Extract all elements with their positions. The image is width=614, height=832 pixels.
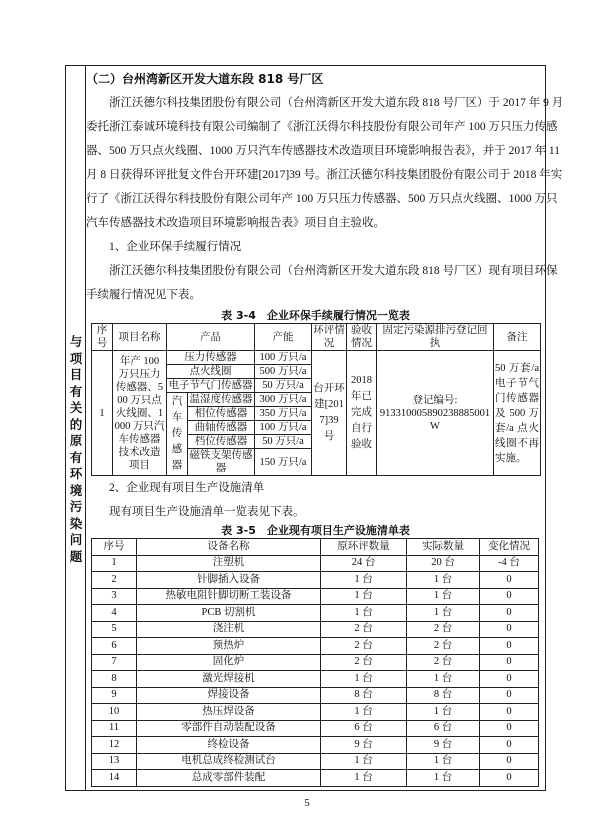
header-cell: 变化情况	[480, 539, 539, 556]
table-cell: 1 台	[407, 572, 480, 589]
paragraph-3: 现有项目生产设施清单一览表见下表。	[86, 506, 305, 518]
text-line: 浙江沃德尔科技集团股份有限公司（台州湾新区开发大道东段 818 号厂区）现有项目环保	[86, 265, 558, 277]
cell-registration	[377, 351, 494, 476]
table-cell: 终检设备	[137, 737, 321, 754]
header-cell: 序号	[92, 539, 137, 556]
table-cell: 13	[92, 753, 137, 770]
cell-no: 1	[92, 351, 113, 476]
cell-group-label: 汽车传感器	[167, 393, 188, 476]
table-cell: 焊接设备	[137, 687, 321, 704]
table-cell: 1 台	[321, 605, 407, 622]
text-line: 月 8 日获得环评批复文件台开环建[2017]39 号。浙江沃德尔科技集团股份有限公司于 2018 年实	[86, 169, 563, 181]
table-cell: 2 台	[407, 654, 480, 671]
table-row	[92, 704, 539, 721]
table-cell: 0	[480, 671, 539, 688]
cell-eia: 台开环建[2017]39 号	[312, 351, 347, 476]
table-cell: 14	[92, 770, 137, 787]
header-no: 序号	[92, 324, 113, 351]
text-line: 委托浙江泰诚环境科技有限公司编制了《浙江沃得尔科技股份有限公司年产 100 万只压力传感	[86, 121, 558, 133]
table-cell: 1 台	[321, 671, 407, 688]
table-cell: 7	[92, 654, 137, 671]
table-cell: 针脚插入设备	[137, 572, 321, 589]
table-cell: 9	[92, 687, 137, 704]
table-3-5	[91, 538, 539, 787]
table-row	[92, 588, 539, 605]
table-cell: 零部件自动装配设备	[137, 720, 321, 737]
cell-capacity: 100 万只/a	[255, 351, 312, 365]
header-acceptance: 验收情况	[347, 324, 377, 351]
text-line: 器、500 万只点火线圈、1000 万只汽车传感器技术改造项目环境影响报告表》，并于 2017 年 11	[86, 145, 560, 157]
cell-capacity: 50 万只/a	[255, 435, 312, 449]
table-cell: 1 台	[321, 770, 407, 787]
table-cell: PCB 切割机	[137, 605, 321, 622]
table-cell: 3	[92, 588, 137, 605]
table-cell: 0	[480, 770, 539, 787]
table-cell: 热压焊设备	[137, 704, 321, 721]
table-row	[92, 605, 539, 622]
cell-product: 电子节气门传感器	[168, 380, 253, 391]
table-cell: 4	[92, 605, 137, 622]
table-cell: 8 台	[407, 687, 480, 704]
header-eia: 环评情况	[313, 325, 345, 349]
table-cell: 2 台	[407, 621, 480, 638]
cell-product: 曲轴传感器	[188, 421, 255, 435]
table-cell: 0	[480, 621, 539, 638]
table-cell: 0	[480, 638, 539, 655]
table-cell: 固化炉	[137, 654, 321, 671]
table-cell: 0	[480, 654, 539, 671]
registration-label: 登记编号:	[412, 394, 458, 406]
table-cell: 热敏电阻针脚切断工装设备	[137, 588, 321, 605]
text-line: 手续履行情况见下表。	[86, 289, 201, 301]
section-heading: （二）台州湾新区开发大道东段 818 号厂区	[86, 72, 324, 86]
cell-capacity: 100 万只/a	[255, 421, 312, 435]
cell-acceptance: 2018 年已完成自行验收	[347, 351, 377, 476]
page-content	[86, 67, 564, 787]
text-line: 行了《浙江沃得尔科技股份有限公司年产 100 万只压力传感器、500 万只点火线圈、1000 万只	[86, 193, 558, 205]
cell-capacity: 300 万只/a	[255, 393, 312, 407]
text-line: 汽车传感器技术改造项目环境影响报告表》项目自主验收。	[86, 217, 385, 229]
cell-product: 温湿度传感器	[189, 394, 253, 405]
table-row	[92, 654, 539, 671]
table-cell: 1 台	[321, 753, 407, 770]
table-cell: 6 台	[321, 720, 407, 737]
table-cell: 1 台	[321, 588, 407, 605]
table-cell: 9 台	[407, 737, 480, 754]
cell-remark: 50 万套/a 电子节气门传感器及 500 万套/a 点火线圈不再实施。	[494, 351, 541, 476]
table-cell: 12	[92, 737, 137, 754]
table-3-4-caption: 表 3-4 企业环保手续履行情况一览表	[221, 309, 410, 322]
table-cell: 2	[92, 572, 137, 589]
cell-capacity: 350 万只/a	[255, 407, 312, 421]
table-cell: 1 台	[407, 770, 480, 787]
side-title: 与项目有关的原有环境污染问题	[69, 334, 83, 564]
table-cell: 1 台	[321, 704, 407, 721]
table-row	[92, 638, 539, 655]
paragraph-1	[86, 91, 564, 235]
table-cell: 11	[92, 720, 137, 737]
table-row	[92, 555, 539, 572]
table-cell: 2 台	[407, 638, 480, 655]
product-row	[92, 351, 541, 365]
table-cell: 0	[480, 605, 539, 622]
table-cell: 注塑机	[137, 555, 321, 572]
header-remark: 备注	[494, 324, 541, 351]
table-cell: 6	[92, 638, 137, 655]
table-cell: -4 台	[480, 555, 539, 572]
table-cell: 0	[480, 753, 539, 770]
table-cell: 激光焊接机	[137, 671, 321, 688]
table-cell: 2 台	[321, 654, 407, 671]
table-cell: 1 台	[407, 671, 480, 688]
table-cell: 8	[92, 671, 137, 688]
table-cell: 1 台	[407, 588, 480, 605]
cell-product: 点火线圈	[167, 365, 255, 379]
header-cell: 原环评数量	[321, 539, 407, 556]
table-cell: 9 台	[321, 737, 407, 754]
table-cell: 1 台	[407, 753, 480, 770]
table-cell: 2 台	[321, 621, 407, 638]
table-cell: 0	[480, 737, 539, 754]
cell-project: 年产 100 万只压力传感器、500 万只点火线圈、1000 万只汽车传感器技术改造项目	[113, 351, 167, 476]
header-registration: 固定污染源排污登记回执	[377, 324, 494, 351]
table-cell: 10	[92, 704, 137, 721]
header-project: 项目名称	[113, 324, 167, 351]
subheading-2: 2、企业现有项目生产设施清单	[86, 482, 265, 494]
header-product: 产品	[167, 324, 255, 351]
table-cell: 8 台	[321, 687, 407, 704]
cell-product: 相位传感器	[188, 407, 255, 421]
subheading-1: 1、企业环保手续履行情况	[86, 241, 242, 253]
table-row	[92, 770, 539, 787]
header-cell: 设备名称	[137, 539, 321, 556]
cell-product: 压力传感器	[167, 351, 255, 365]
table-cell: 0	[480, 720, 539, 737]
cell-capacity: 500 万只/a	[255, 365, 312, 379]
header-cell: 实际数量	[407, 539, 480, 556]
table-cell: 总成零部件装配	[137, 770, 321, 787]
table-cell: 20 台	[407, 555, 480, 572]
table-row	[92, 720, 539, 737]
table-cell: 1 台	[407, 605, 480, 622]
side-column	[66, 66, 86, 790]
cell-capacity: 50 万只/a	[255, 379, 312, 393]
table-cell: 1 台	[321, 572, 407, 589]
table-cell: 0	[480, 572, 539, 589]
table-cell: 0	[480, 687, 539, 704]
table-cell: 0	[480, 704, 539, 721]
table-cell: 24 台	[321, 555, 407, 572]
table-cell: 浇注机	[137, 621, 321, 638]
table-3-5-caption: 表 3-5 企业现有项目生产设施清单表	[221, 524, 410, 537]
table-cell: 电机总成终检测试台	[137, 753, 321, 770]
cell-product: 磁铁支架传感器	[189, 450, 253, 474]
table-cell: 1	[92, 555, 137, 572]
table-cell: 预热炉	[137, 638, 321, 655]
text-line: 浙江沃德尔科技集团股份有限公司（台州湾新区开发大道东段 818 号厂区）于 2017 年 9 月	[86, 97, 564, 109]
table-row	[92, 671, 539, 688]
header-capacity: 产能	[255, 324, 312, 351]
cell-capacity: 150 万只/a	[255, 449, 312, 476]
table-cell: 0	[480, 588, 539, 605]
table-3-4	[91, 323, 541, 476]
paragraph-2	[86, 259, 558, 307]
table-cell: 6 台	[407, 720, 480, 737]
registration-number: 91331000589023888500​1W	[379, 407, 491, 432]
table-cell: 1 台	[407, 704, 480, 721]
table-cell: 5	[92, 621, 137, 638]
table-row	[92, 572, 539, 589]
page-number: 5	[304, 797, 310, 809]
table-row	[92, 753, 539, 770]
cell-product: 档位传感器	[188, 435, 255, 449]
table-cell: 2 台	[321, 638, 407, 655]
table-row	[92, 737, 539, 754]
table-row	[92, 621, 539, 638]
table-row	[92, 687, 539, 704]
